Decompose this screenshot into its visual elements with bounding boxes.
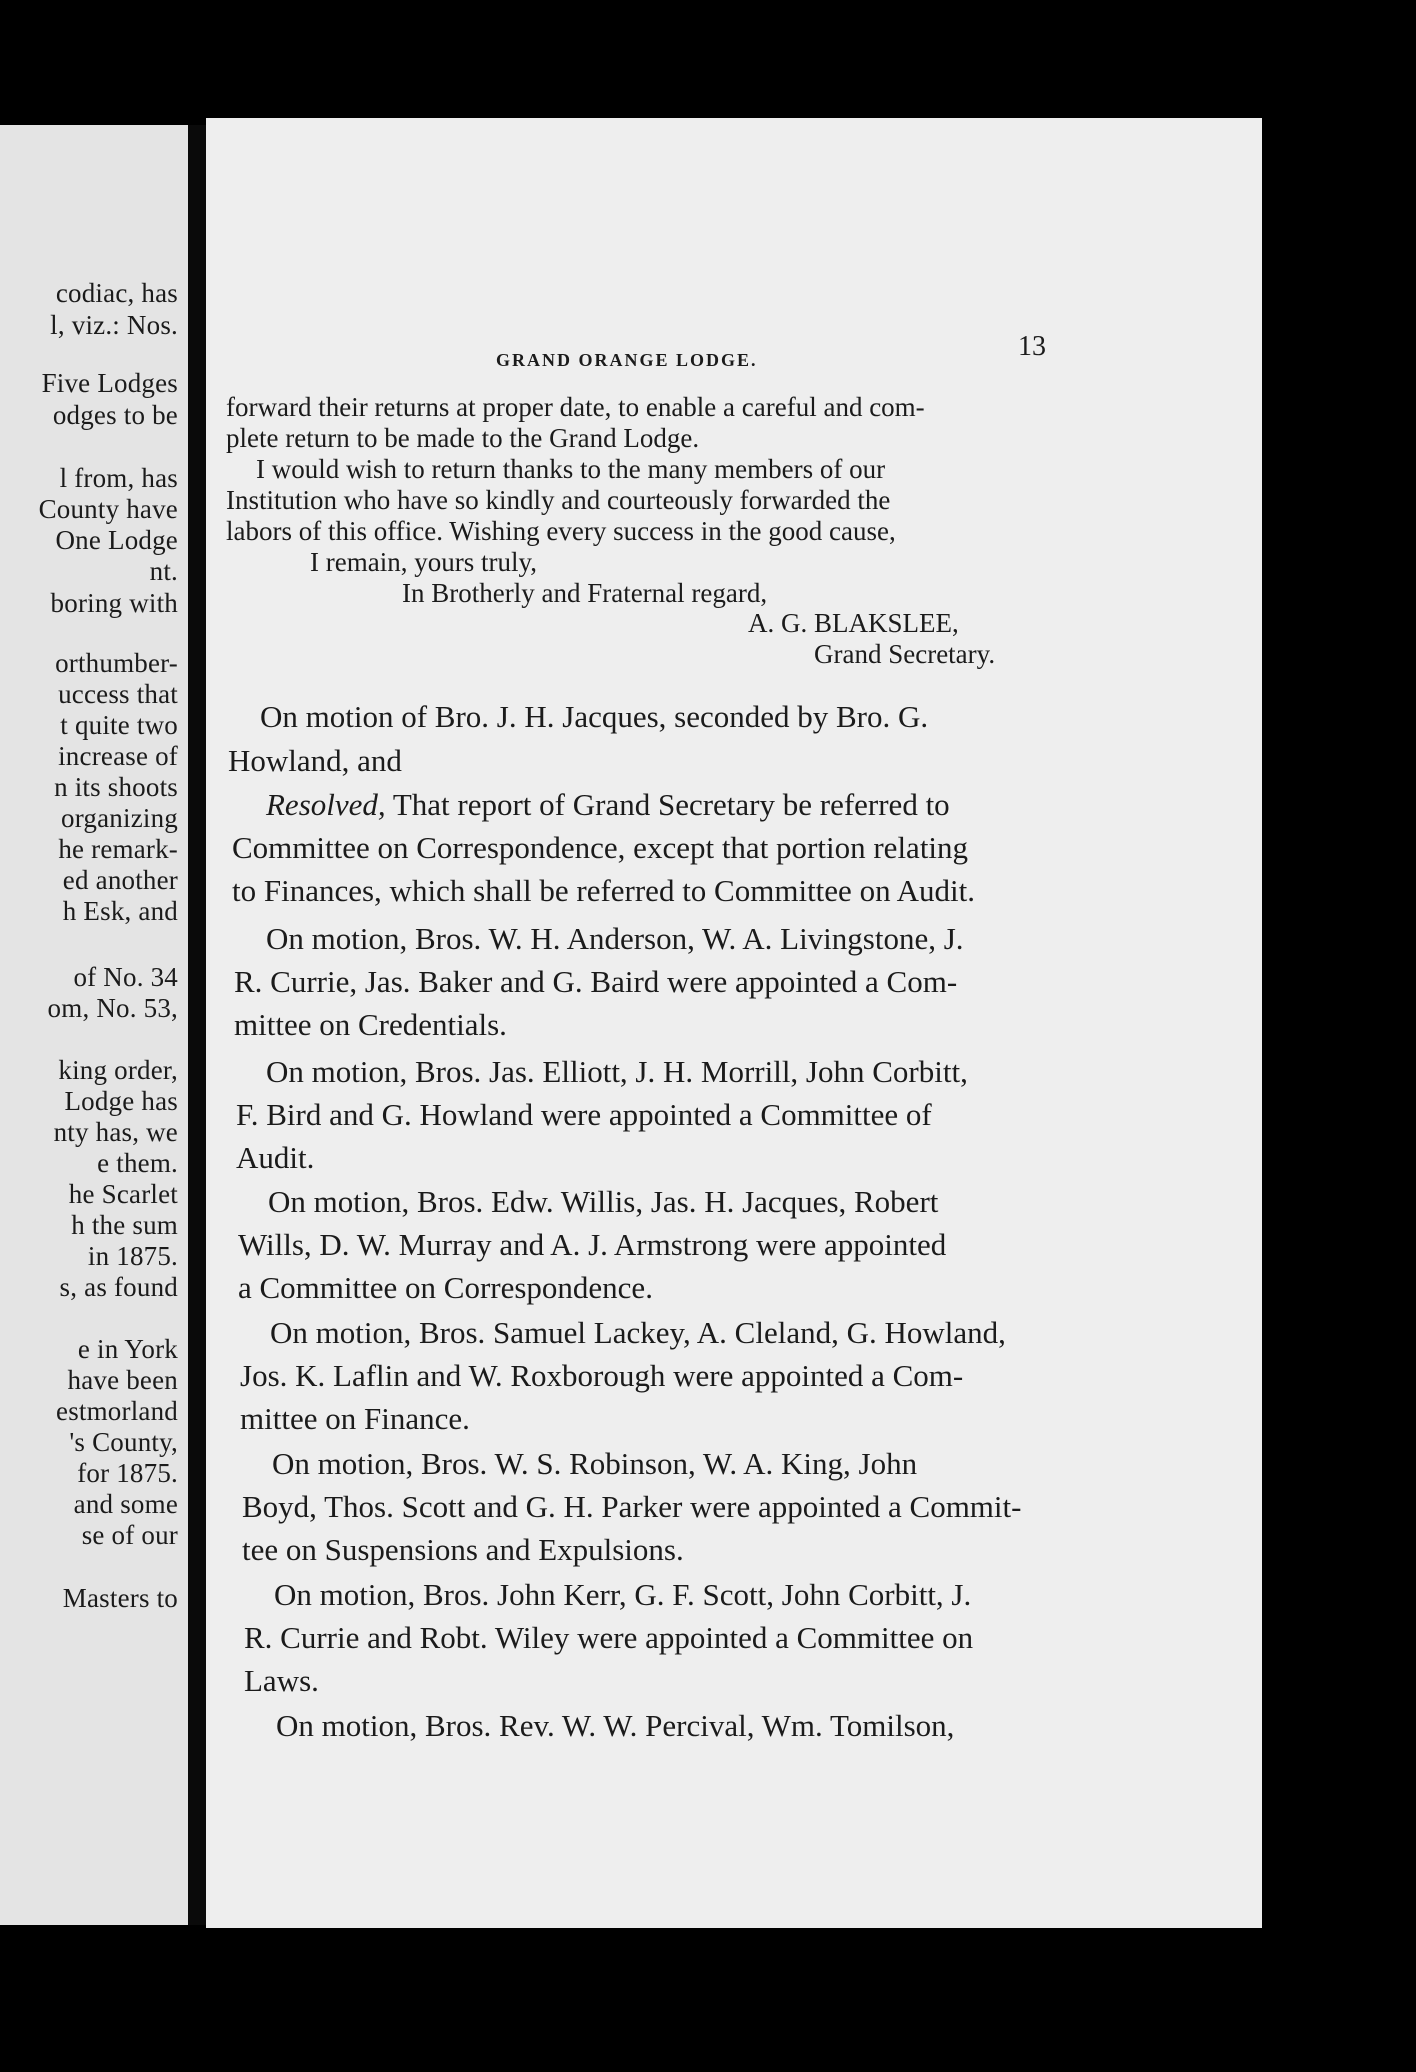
facing-page-line: uccess that xyxy=(58,679,178,709)
letter-line: forward their returns at proper date, to enable a careful and com- xyxy=(226,392,925,422)
facing-page-line: s, as found xyxy=(59,1272,178,1302)
facing-page-line: l from, has xyxy=(59,463,178,493)
paragraph-line: mittee on Finance. xyxy=(240,1401,470,1436)
paragraph-line: R. Currie, Jas. Baker and G. Baird were appointed a Com- xyxy=(234,964,958,999)
page-number: 13 xyxy=(1018,331,1046,362)
facing-page-line: of No. 34 xyxy=(73,962,178,992)
letter-line: Institution who have so kindly and courteously forwarded the xyxy=(226,485,891,515)
paragraph-line: On motion of Bro. J. H. Jacques, seconded by Bro. G. xyxy=(260,699,929,734)
paragraph-line: to Finances, which shall be referred to Committee on Audit. xyxy=(232,873,975,908)
paragraph-line: Audit. xyxy=(236,1140,315,1175)
paragraph-line: Boyd, Thos. Scott and G. H. Parker were appointed a Commit- xyxy=(242,1489,1022,1524)
paragraph-line: Committee on Correspondence, except that portion relating xyxy=(232,830,969,865)
facing-page-line: nt. xyxy=(149,556,178,586)
paragraph-line: On motion, Bros. W. H. Anderson, W. A. Livingstone, J. xyxy=(266,921,964,956)
facing-page-line: h the sum xyxy=(71,1210,178,1240)
paragraph-line: a Committee on Correspondence. xyxy=(238,1270,653,1305)
letter-line: I would wish to return thanks to the many members of our xyxy=(256,454,886,484)
facing-page-line: One Lodge xyxy=(55,525,178,555)
binding-gutter xyxy=(188,125,206,1925)
paragraph-line: On motion, Bros. Edw. Willis, Jas. H. Jacques, Robert xyxy=(268,1184,939,1219)
facing-page-line: and some xyxy=(73,1489,178,1519)
facing-page-line: ed another xyxy=(62,865,178,895)
resolution-text: That report of Grand Secretary be referred to xyxy=(385,787,950,822)
letter-line: plete return to be made to the Grand Lodge. xyxy=(226,423,700,453)
facing-page-line: nty has, we xyxy=(53,1117,178,1147)
running-title: GRAND ORANGE LODGE. xyxy=(496,350,758,370)
paragraph-line: On motion, Bros. John Kerr, G. F. Scott, John Corbitt, J. xyxy=(274,1577,972,1612)
facing-page-line: have been xyxy=(67,1365,178,1395)
letter-closing: In Brotherly and Fraternal regard, xyxy=(402,578,768,608)
facing-page-line: se of our xyxy=(81,1520,178,1550)
facing-page-fragment xyxy=(0,125,188,1925)
facing-page-line: orthumber- xyxy=(55,648,178,678)
facing-page-line: boring with xyxy=(50,588,178,618)
paragraph-line: On motion, Bros. Rev. W. W. Percival, Wm. Tomilson, xyxy=(276,1708,955,1743)
facing-page-line: king order, xyxy=(58,1055,178,1085)
facing-page-line: in 1875. xyxy=(87,1241,178,1271)
main-page xyxy=(206,118,1262,1928)
letter-line: labors of this office. Wishing every success in the good cause, xyxy=(226,516,896,546)
facing-page-line: e them. xyxy=(97,1148,178,1178)
paragraph-line: Jos. K. Laflin and W. Roxborough were appointed a Com- xyxy=(240,1358,964,1393)
facing-page-line: he remark- xyxy=(58,834,178,864)
paragraph-line: tee on Suspensions and Expulsions. xyxy=(242,1532,684,1567)
facing-page-line: Lodge has xyxy=(64,1086,178,1116)
facing-page-line: Masters to xyxy=(62,1583,178,1613)
facing-page-line: n its shoots xyxy=(54,772,178,802)
paragraph-line: On motion, Bros. W. S. Robinson, W. A. King, John xyxy=(272,1446,918,1481)
facing-page-line: om, No. 53, xyxy=(47,993,178,1023)
facing-page-line: Five Lodges xyxy=(41,368,178,398)
resolution-line xyxy=(266,788,950,822)
facing-page-line: for 1875. xyxy=(77,1458,178,1488)
paragraph-line: R. Currie and Robt. Wiley were appointed a Committee on xyxy=(244,1620,974,1655)
facing-page-line: e in York xyxy=(77,1334,178,1364)
facing-page-line: estmorland xyxy=(56,1396,178,1426)
paragraph-line: Howland, and xyxy=(228,743,402,778)
facing-page-line: organizing xyxy=(61,803,178,833)
facing-page-line: t quite two xyxy=(60,710,178,740)
signature-name: A. G. BLAKSLEE, xyxy=(748,608,959,638)
paragraph-line: F. Bird and G. Howland were appointed a Committee of xyxy=(236,1097,932,1132)
paragraph-line: Wills, D. W. Murray and A. J. Armstrong were appointed xyxy=(238,1227,947,1262)
signature-title: Grand Secretary. xyxy=(814,639,996,669)
paragraph-line: On motion, Bros. Samuel Lackey, A. Cleland, G. Howland, xyxy=(270,1315,1006,1350)
letter-closing: I remain, yours truly, xyxy=(310,547,537,577)
facing-page-line: County have xyxy=(38,494,178,524)
paragraph-line: mittee on Credentials. xyxy=(234,1007,507,1042)
facing-page-line: h Esk, and xyxy=(62,896,178,926)
facing-page-line: l, viz.: Nos. xyxy=(50,310,178,340)
facing-page-line: 's County, xyxy=(69,1427,178,1457)
paragraph-line: Laws. xyxy=(244,1663,319,1698)
facing-page-line: odges to be xyxy=(52,400,178,430)
resolved-word: Resolved, xyxy=(266,787,386,822)
facing-page-line: he Scarlet xyxy=(68,1179,178,1209)
paragraph-line: On motion, Bros. Jas. Elliott, J. H. Morrill, John Corbitt, xyxy=(266,1054,968,1089)
facing-page-line: increase of xyxy=(58,741,178,771)
facing-page-line: codiac, has xyxy=(55,278,178,308)
